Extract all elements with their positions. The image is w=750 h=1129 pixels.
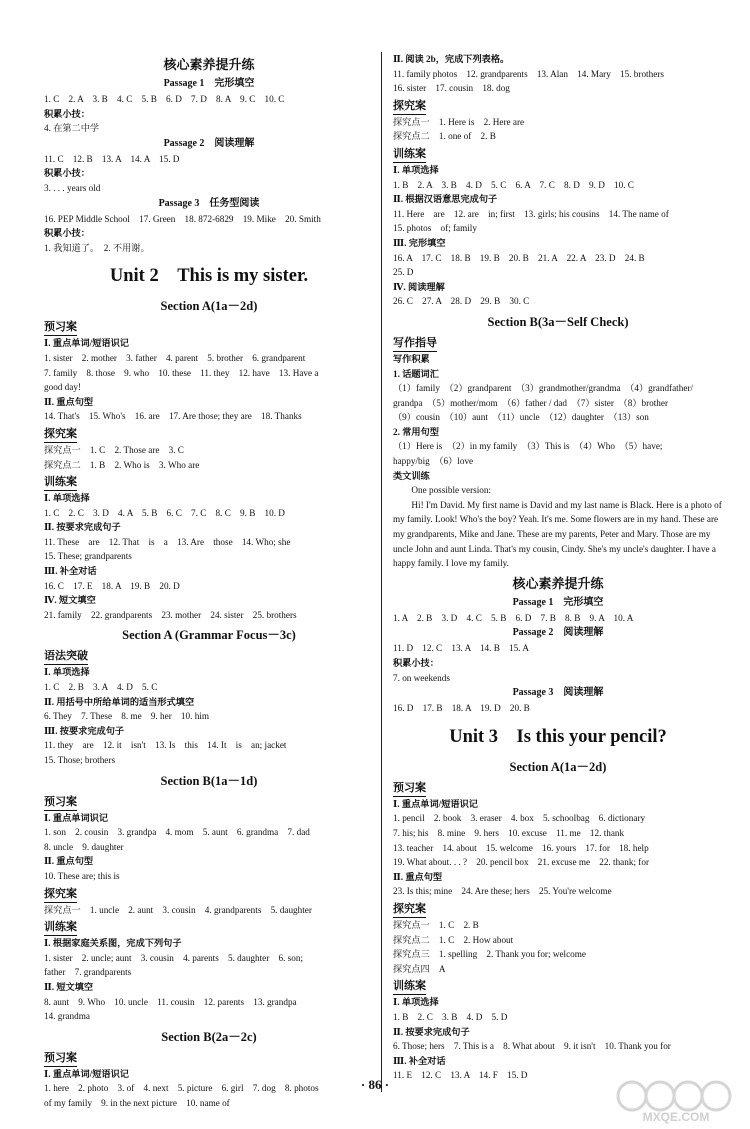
- tag-label: 训练案: [44, 920, 77, 936]
- answer-line: 1. A 2. B 3. D 4. C 5. B 6. D 7. B 8. B 9. A 10. A: [393, 612, 634, 623]
- subheading: Ⅳ. 阅读理解: [393, 281, 445, 292]
- unit-title: Unit 2 This is my sister.: [109, 266, 309, 287]
- answer-line: 8. aunt 9. Who 10. uncle 11. cousin 12. parents 13. grandpa: [44, 996, 297, 1007]
- answer-line: 11. These are 12. That is a 13. Are those 14. Who; she: [44, 536, 291, 547]
- section-title: Section B(1a－1d): [160, 773, 258, 788]
- answer-line: 探究点二 1. C 2. How about: [393, 934, 514, 945]
- tag-label-wrap: [44, 917, 374, 936]
- answer-line: 1. B 2. A 3. B 4. D 5. C 6. A 7. C 8. D 9. D 10. C: [393, 179, 634, 190]
- text-line: One possible version:: [411, 485, 492, 496]
- tag-label-wrap: [393, 144, 723, 163]
- section-title: Section B(3a－Self Check): [487, 314, 629, 329]
- answer-line: of my family 9. in the next picture 10. name of: [44, 1097, 230, 1108]
- answer-line: 1. sister 2. mother 3. father 4. parent 5. brother 6. grandparent: [44, 352, 306, 363]
- tag-label-wrap: [44, 424, 374, 443]
- answer-line: 1. C 2. C 3. D 4. A 5. B 6. C 7. C 8. C 9. B 10. D: [44, 507, 285, 518]
- answer-line: good day!: [44, 382, 81, 393]
- answer-line: 15. These; grandparents: [44, 551, 132, 562]
- answer-line: 23. Is this; mine 24. Are these; hers 25. You're welcome: [393, 886, 612, 897]
- answer-line: 1. son 2. cousin 3. grandpa 4. mom 5. aunt 6. grandma 7. dad: [44, 827, 310, 838]
- answer-line: 7. family 8. those 9. who 10. these 11. they 12. have 13. Have a: [44, 367, 319, 378]
- tag-label-wrap: [393, 333, 723, 352]
- answer-line: 16. PEP Middle School 17. Green 18. 872-6829 19. Mike 20. Smith: [44, 213, 321, 224]
- tag-label: 探究案: [44, 427, 77, 443]
- subheading: Ⅰ. 单项选择: [44, 667, 90, 678]
- answer-line: 8. uncle 9. daughter: [44, 841, 124, 852]
- answer-line: 11. E 12. C 13. A 14. F 15. D: [393, 1070, 528, 1081]
- answer-line: 1. B 2. C 3. B 4. D 5. D: [393, 1011, 508, 1022]
- answer-line: 7. on weekends: [393, 672, 450, 683]
- subheading: Ⅱ. 根据汉语意思完成句子: [393, 194, 498, 205]
- tag-label-wrap: [393, 96, 723, 115]
- subheading: Ⅰ. 重点单词/短语识记: [44, 1068, 129, 1079]
- subheading: Ⅰ. 单项选择: [44, 493, 90, 504]
- answer-line: 1. sister 2. uncle; aunt 3. cousin 4. parents 5. daughter 6. son;: [44, 952, 303, 963]
- subheading: Ⅰ. 单项选择: [393, 164, 439, 175]
- answer-line: 11. C 12. B 13. A 14. A 15. D: [44, 153, 180, 164]
- answer-line: 4. 在第二中学: [44, 123, 100, 134]
- subheading: Ⅲ. 完形填空: [393, 237, 446, 248]
- tag-label: 训练案: [44, 475, 77, 491]
- section-title: Section A(1a－2d): [509, 759, 607, 774]
- answer-line: 探究点三 1. spelling 2. Thank you for; welcome: [393, 949, 586, 960]
- passage-heading: Passage 1 完形填空: [163, 78, 255, 89]
- answer-line: 探究点一 1. Here is 2. Here are: [393, 116, 525, 127]
- watermark-text: MXQE.COM: [642, 1110, 710, 1124]
- subheading: Ⅱ. 短文填空: [44, 981, 94, 992]
- block-heading: 核心素养提升练: [512, 575, 604, 591]
- subheading: 积累小技：: [44, 228, 90, 239]
- block-heading: 核心素养提升练: [163, 57, 255, 72]
- subheading: 2. 常用句型: [393, 426, 439, 437]
- answer-line: 21. family 22. grandparents 23. mother 24. sister 25. brothers: [44, 609, 297, 620]
- answer-line: 11. family photos 12. grandparents 13. Alan 14. Mary 15. brothers: [393, 68, 664, 79]
- tag-label-wrap: [44, 646, 374, 665]
- answer-line: 26. C 27. A 28. D 29. B 30. C: [393, 296, 530, 307]
- unit-title: Unit 3 Is this your pencil?: [449, 726, 667, 747]
- tag-label-wrap: [393, 778, 723, 797]
- answer-line: 7. his; his 8. mine 9. hers 10. excuse 11. me 12. thank: [393, 827, 625, 838]
- subheading: Ⅲ. 按要求完成句子: [44, 725, 125, 736]
- answer-line: 25. D: [393, 267, 414, 278]
- tag-label: 预习案: [44, 1051, 77, 1067]
- subheading: Ⅱ. 用括号中所给单词的适当形式填空: [44, 696, 195, 707]
- subheading: 写作积累: [393, 353, 430, 364]
- tag-label-wrap: [44, 1048, 374, 1067]
- tag-label: 预习案: [44, 320, 77, 336]
- tag-label: 预习案: [393, 781, 426, 797]
- answer-line: 1. here 2. photo 3. of 4. next 5. picture 6. girl 7. dog 8. photos: [44, 1083, 319, 1094]
- answer-line: 19. What about. . . ? 20. pencil box 21. excuse me 22. thank; for: [393, 857, 650, 868]
- section-title: Section A(1a－2d): [160, 299, 258, 314]
- answer-line: （9）cousin （10）aunt （11）uncle （12）daughter （13）son: [393, 412, 649, 423]
- subheading: Ⅰ. 单项选择: [393, 997, 439, 1008]
- subheading: 积累小技：: [44, 168, 90, 179]
- subheading: 积累小技：: [393, 658, 439, 668]
- passage-heading: Passage 2 阅读理解: [512, 627, 604, 639]
- answer-line: 探究点二 1. one of 2. B: [393, 131, 496, 142]
- tag-label: 探究案: [393, 99, 426, 115]
- answer-line: 1. pencil 2. book 3. eraser 4. box 5. schoolbag 6. dictionary: [393, 813, 646, 824]
- answer-line: 探究点一 1. C 2. Those are 3. C: [44, 444, 184, 455]
- tag-label: 探究案: [393, 902, 426, 918]
- subheading: Ⅲ. 补全对话: [393, 1055, 446, 1066]
- answer-line: 16. D 17. B 18. A 19. D 20. B: [393, 703, 530, 714]
- answer-line: 14. That's 15. Who's 16. are 17. Are those; they are 18. Thanks: [44, 411, 302, 422]
- watermark-logo: [612, 1078, 740, 1124]
- answer-line: 16. sister 17. cousin 18. dog: [393, 83, 510, 94]
- answer-line: 6. They 7. These 8. me 9. her 10. him: [44, 711, 210, 722]
- passage-heading: Passage 3 任务型阅读: [158, 197, 260, 209]
- passage-heading: Passage 1 完形填空: [512, 596, 604, 608]
- tag-label-wrap: [44, 472, 374, 491]
- subheading: Ⅰ. 根据家庭关系图，完成下列句子: [44, 938, 182, 949]
- answer-line: （1）Here is （2）in my family （3）This is （4）Who （5）have;: [393, 441, 663, 452]
- passage-heading: Passage 2 阅读理解: [163, 137, 255, 149]
- right-column: [393, 52, 723, 1083]
- subheading: Ⅱ. 阅读 2b，完成下列表格。: [393, 54, 510, 64]
- answer-line: 探究点四 A: [393, 963, 446, 974]
- answer-line: 16. A 17. C 18. B 19. B 20. B 21. A 22. A 23. D 24. B: [393, 252, 645, 263]
- subheading: Ⅱ. 重点句型: [44, 396, 94, 407]
- tag-label: 预习案: [44, 795, 77, 811]
- answer-line: 11. D 12. C 13. A 14. B 15. A: [393, 643, 529, 654]
- answer-line: father 7. grandparents: [44, 967, 132, 978]
- left-column: [44, 52, 374, 1111]
- tag-label: 探究案: [44, 887, 77, 903]
- answer-line: 探究点一 1. C 2. B: [393, 919, 479, 930]
- answer-line: grandpa （5）mother/mom （6）father / dad （7）sister （8）brother: [393, 397, 669, 408]
- tag-label-wrap: [393, 899, 723, 918]
- tag-label-wrap: [393, 976, 723, 995]
- subheading: Ⅲ. 补全对话: [44, 566, 97, 577]
- tag-label: 训练案: [393, 147, 426, 163]
- answer-line: 15. Those; brothers: [44, 755, 116, 765]
- answer-line: 3. . . . years old: [44, 182, 101, 193]
- subheading: Ⅱ. 按要求完成句子: [44, 522, 121, 533]
- answer-line: 15. photos of; family: [393, 223, 477, 234]
- answer-line: 11. they are 12. it isn't 13. Is this 14. It is an; jacket: [44, 740, 287, 751]
- column-divider: [381, 52, 382, 1092]
- answer-line: （1）family （2）grandparent （3）grandmother/grandma （4）grandfather/: [393, 383, 694, 394]
- subheading: Ⅱ. 按要求完成句子: [393, 1026, 470, 1037]
- answer-line: 探究点一 1. uncle 2. aunt 3. cousin 4. grandparents 5. daughter: [44, 904, 312, 915]
- answer-line: happy/big （6）love: [393, 456, 474, 467]
- tag-label-wrap: [44, 792, 374, 811]
- answer-line: 14. grandma: [44, 1011, 90, 1022]
- answer-line: 16. C 17. E 18. A 19. B 20. D: [44, 580, 180, 591]
- subheading: Ⅰ. 重点单词/短语识记: [44, 338, 129, 349]
- answer-line: 探究点二 1. B 2. Who is 3. Who are: [44, 459, 200, 470]
- answer-line: 6. Those; hers 7. This is a 8. What about 9. it isn't 10. Thank you for: [393, 1041, 671, 1052]
- subheading: Ⅱ. 重点句型: [44, 856, 94, 867]
- tag-label-wrap: [44, 884, 374, 903]
- section-title: Section B(2a－2c): [161, 1029, 257, 1044]
- answer-line: 1. C 2. A 3. B 4. C 5. B 6. D 7. D 8. A 9. C 10. C: [44, 94, 285, 104]
- page-number: · 86 ·: [360, 1077, 390, 1092]
- tag-label: 训练案: [393, 979, 426, 995]
- tag-label: 语法突破: [44, 649, 88, 665]
- answer-line: 11. Here are 12. are in; first 13. girls; his cousins 14. The name of: [393, 208, 669, 219]
- section-title: Section A (Grammar Focus－3c): [122, 628, 296, 643]
- subheading: Ⅱ. 重点句型: [393, 871, 443, 882]
- subheading: 类文训练: [393, 470, 430, 481]
- subheading: 积累小技：: [44, 108, 90, 119]
- subheading: Ⅰ. 重点单词/短语识记: [393, 798, 478, 809]
- subheading: 1. 话题词汇: [393, 368, 439, 379]
- sample-essay: Hi! I'm David. My first name is David and my last name is Black. Here is a photo of my family. Look! Who's the boy? Yeah. It's me. Some flowers are in my hand. These are my grandparents, Mike and Jane. These are my parents, Peter and Mary. Those are my uncle John and aunt Linda. That's my cousin, Cindy. She's my uncle's daughter. I have a happy family. I love my family.: [393, 499, 722, 569]
- tag-label: 写作指导: [393, 336, 437, 352]
- subheading: Ⅰ. 重点单词识记: [44, 812, 109, 823]
- answer-line: 10. These are; this is: [44, 870, 120, 881]
- answer-line: 13. teacher 14. about 15. welcome 16. yours 17. for 18. help: [393, 842, 649, 853]
- passage-heading: Passage 3 阅读理解: [512, 687, 604, 699]
- answer-line: 1. C 2. B 3. A 4. D 5. C: [44, 682, 158, 693]
- tag-label-wrap: [44, 317, 374, 336]
- answer-line: 1. 我知道了。 2. 不用谢。: [44, 242, 150, 253]
- subheading: Ⅳ. 短文填空: [44, 595, 96, 606]
